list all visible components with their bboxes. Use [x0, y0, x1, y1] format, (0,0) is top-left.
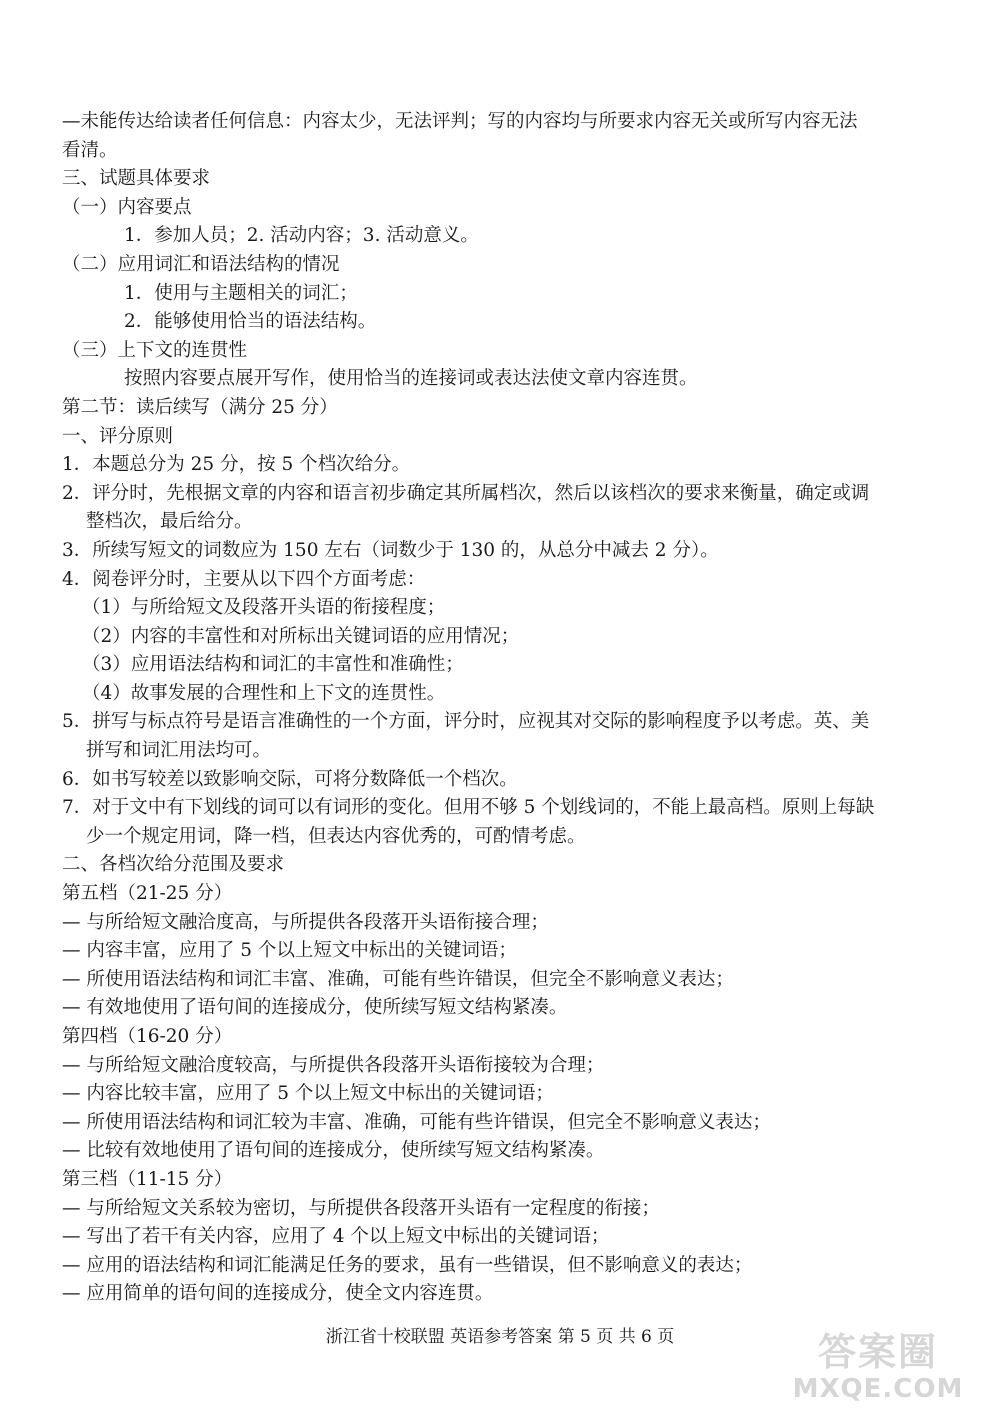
text-line: 7．对于文中有下划线的词可以有词形的变化。但用不够 5 个划线词的，不能上最高档。原则上每缺 [62, 797, 875, 819]
text-line: 按照内容要点展开写作，使用恰当的连接词或表达法使文章内容连贯。 [124, 368, 698, 390]
text-line: — 应用简单的语句间的连接成分，使全文内容连贯。 [62, 1283, 494, 1305]
site-watermark [778, 1330, 978, 1410]
text-line: 1．本题总分为 25 分，按 5 个档次给分。 [62, 454, 411, 476]
text-line: — 内容丰富，应用了 5 个以上短文中标出的关键词语； [62, 940, 517, 962]
page-footer: 浙江省十校联盟 英语参考答案 第 5 页 共 6 页 [325, 1327, 675, 1347]
text-line: 5．拼写与标点符号是语言准确性的一个方面，评分时，应视其对交际的影响程度予以考虑。英、美 [62, 711, 870, 733]
text-line: — 所使用语法结构和词汇较为丰富、准确，可能有些许错误，但完全不影响意义表达； [62, 1111, 771, 1133]
watermark-logo-text: 答案圈 [817, 1330, 938, 1374]
text-line: 3．所续写短文的词数应为 150 左右（词数少于 130 的，从总分中减去 2 分）。 [62, 539, 719, 561]
text-line: 1．使用与主题相关的词汇； [124, 282, 358, 304]
text-line: （三）上下文的连贯性 [62, 339, 248, 361]
text-line: 看清。 [62, 139, 118, 161]
text-line: 第三档（11-15 分） [62, 1168, 233, 1190]
text-line: — 所使用语法结构和词汇丰富、准确，可能有些许错误，但完全不影响意义表达； [62, 968, 734, 990]
text-line: 2．能够使用恰当的语法结构。 [124, 311, 377, 333]
document-body [62, 108, 942, 1309]
text-line: — 有效地使用了语句间的连接成分，使所续写短文结构紧凑。 [62, 997, 568, 1019]
text-line: — 与所给短文融洽度较高，与所提供各段落开头语衔接较为合理； [62, 1054, 605, 1076]
text-line: 第五档（21-25 分） [62, 883, 233, 905]
text-line: 拼写和词汇用法均可。 [86, 740, 272, 762]
text-line: 整档次，最后给分。 [86, 511, 253, 533]
text-line: （一）内容要点 [62, 196, 192, 218]
text-line: 三、试题具体要求 [62, 168, 211, 190]
text-line: 第二节：读后续写（满分 25 分） [62, 396, 338, 418]
text-line: — 与所给短文融洽度高，与所提供各段落开头语衔接合理； [62, 911, 549, 933]
text-line: —未能传达给读者任何信息：内容太少，无法评判；写的内容均与所要求内容无关或所写内容无法 [62, 111, 858, 132]
text-line: 1．参加人员；2. 活动内容；3. 活动意义。 [124, 225, 479, 247]
text-line: — 写出了若干有关内容，应用了 4 个以上短文中标出的关键词语； [62, 1226, 610, 1248]
text-line: 2．评分时，先根据文章的内容和语言初步确定其所属档次，然后以该档次的要求来衡量，确定或调 [62, 482, 870, 504]
text-line: （1）与所给短文及段落开头语的衔接程度； [82, 597, 446, 619]
text-line: 6．如书写较差以致影响交际，可将分数降低一个档次。 [62, 768, 518, 790]
text-line: 一、评分原则 [62, 425, 174, 447]
watermark-url: MXQE.COM [792, 1374, 964, 1404]
text-line: 4．阅卷评分时，主要从以下四个方面考虑： [62, 568, 426, 590]
text-line: — 应用的语法结构和词汇能满足任务的要求，虽有一些错误，但不影响意义的表达； [62, 1254, 753, 1276]
text-line: （3）应用语法结构和词汇的丰富性和准确性； [82, 654, 464, 676]
text-line: — 比较有效地使用了语句间的连接成分，使所续写短文结构紧凑。 [62, 1140, 605, 1162]
text-line: — 内容比较丰富，应用了 5 个以上短文中标出的关键词语； [62, 1083, 554, 1105]
text-line: 少一个规定用词，降一档，但表达内容优秀的，可酌情考虑。 [86, 825, 586, 847]
text-line: — 与所给短文关系较为密切，与所提供各段落开头语有一定程度的衔接； [62, 1197, 660, 1219]
text-line: （4）故事发展的合理性和上下文的连贯性。 [82, 682, 446, 704]
text-line: 二、各档次给分范围及要求 [62, 854, 285, 876]
text-line: （2）内容的丰富性和对所标出关键词语的应用情况； [82, 625, 520, 647]
text-line: 第四档（16-20 分） [62, 1026, 233, 1047]
text-line: （二）应用词汇和语法结构的情况 [62, 253, 340, 275]
